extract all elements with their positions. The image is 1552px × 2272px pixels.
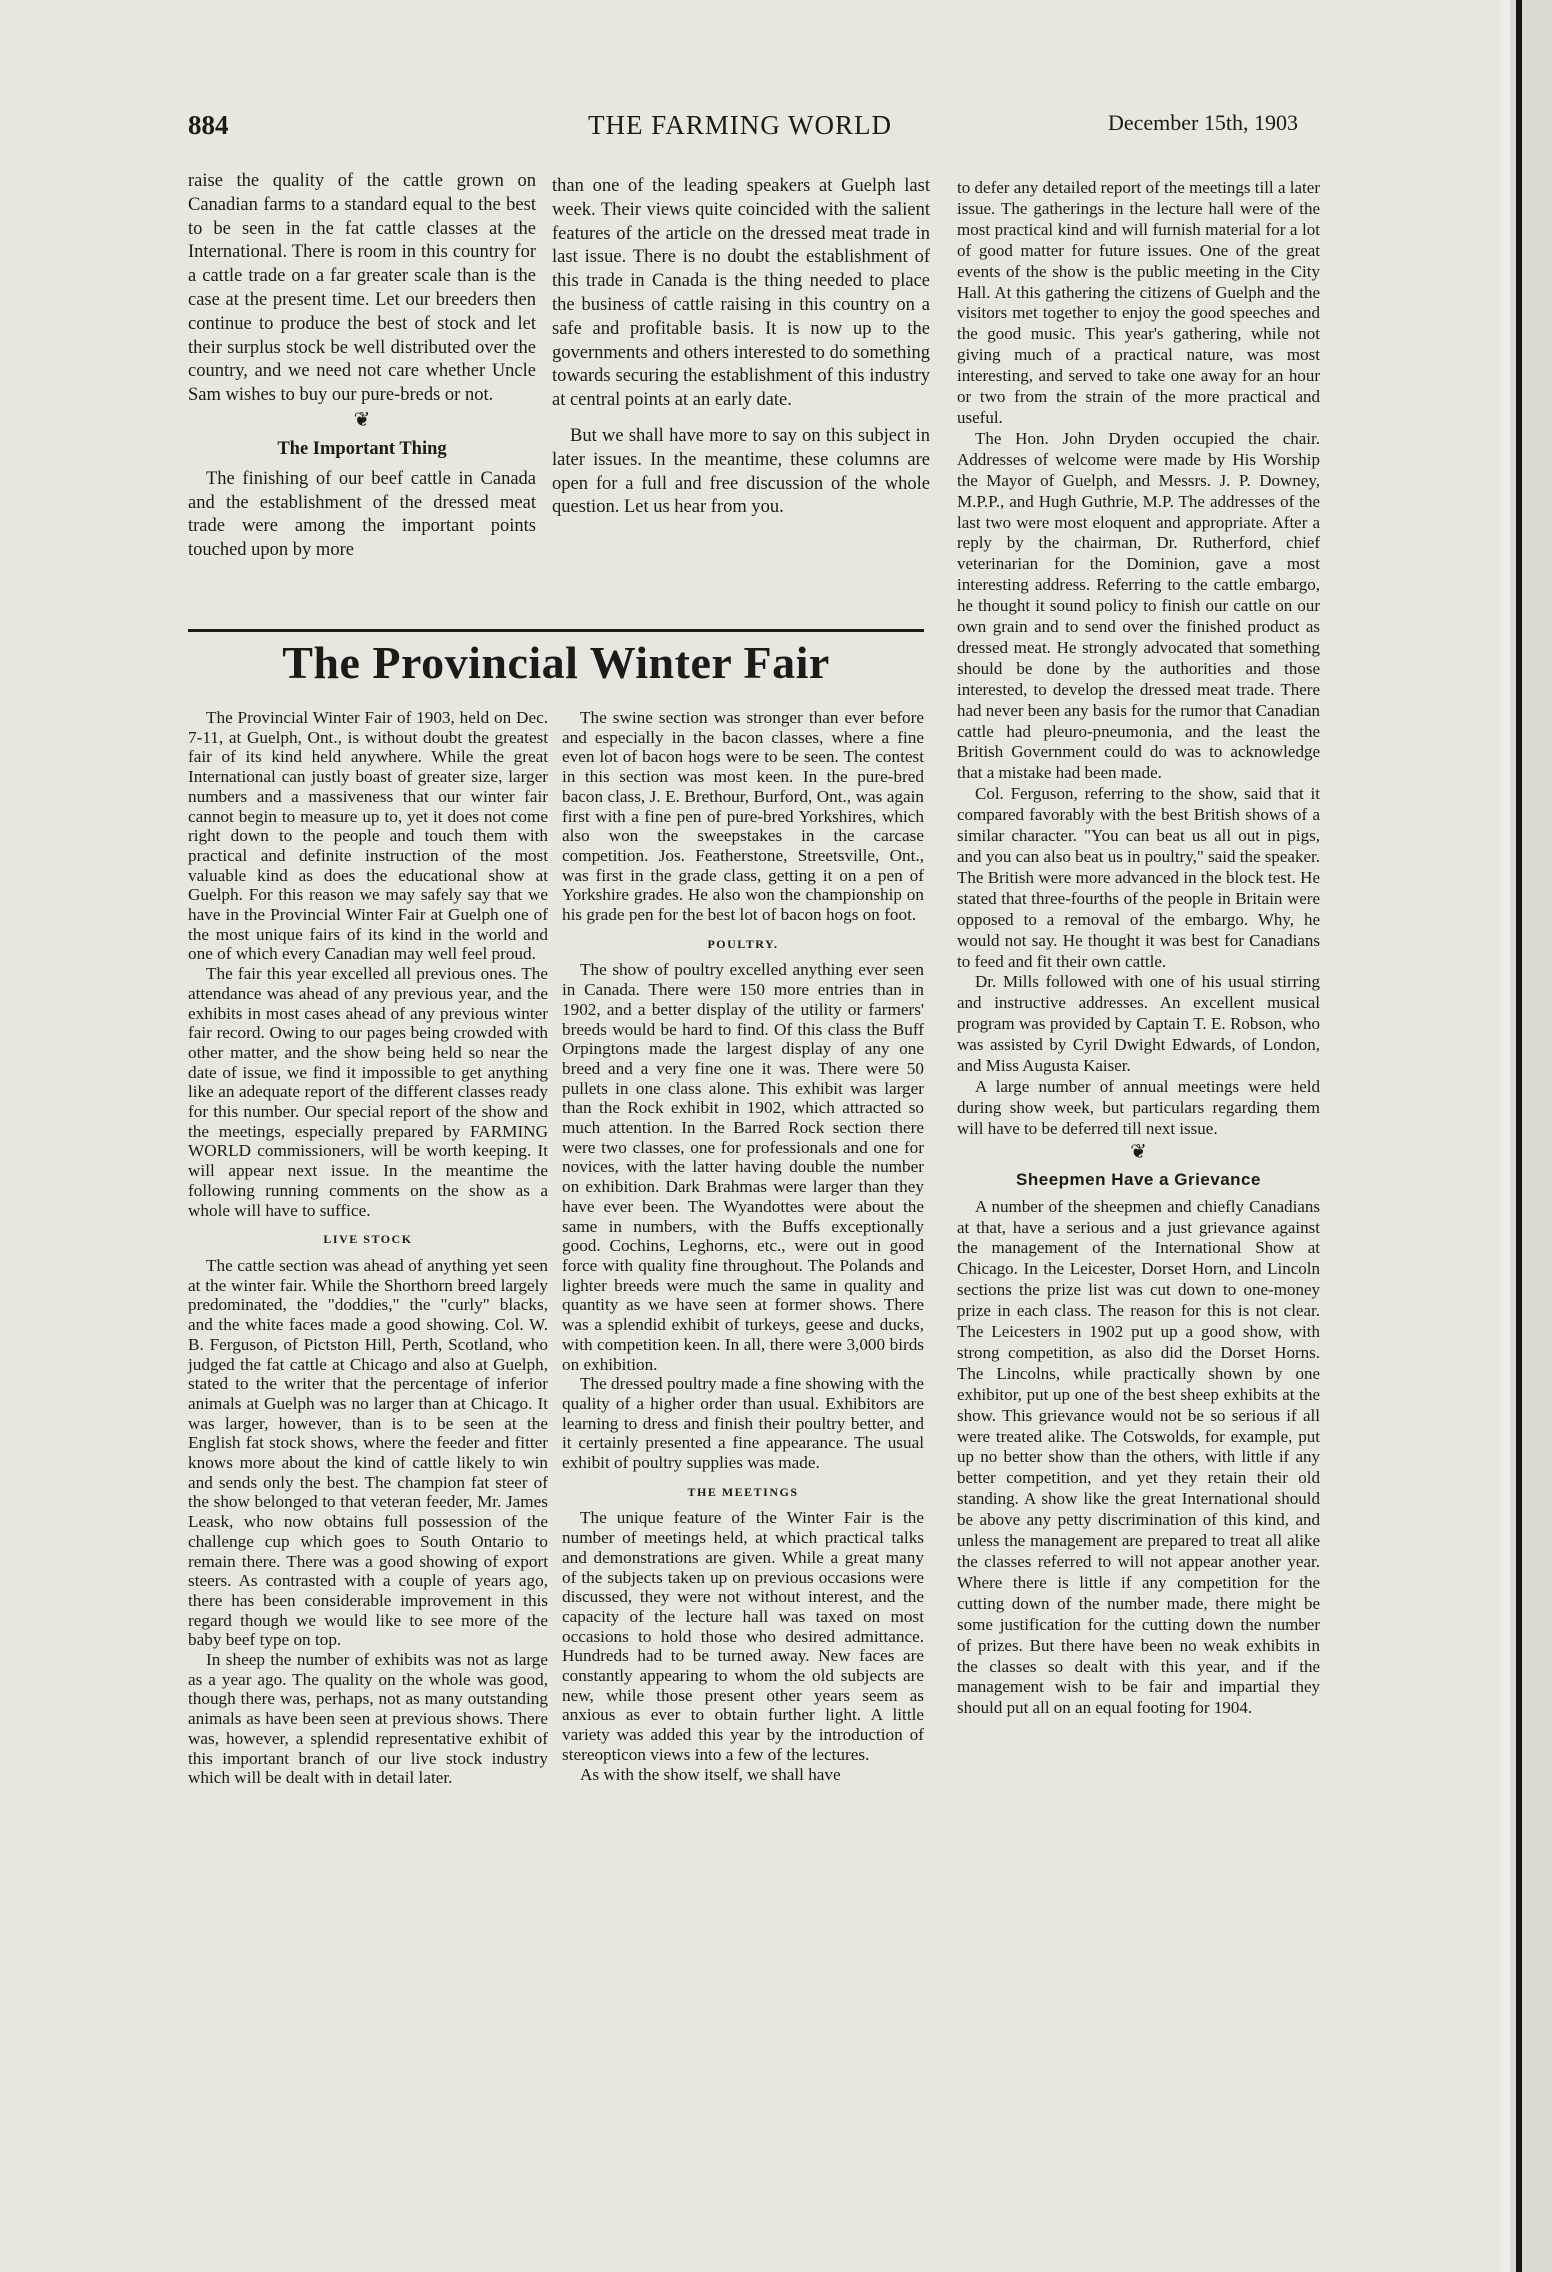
paragraph: The fair this year excelled all previous ones. The attendance was ahead of any previous year, and the exhibits in most cases ahead of any previous winter fair record. Owing to our pages being crowded with other matter, and the show being held so near the date of issue, we find it impossible to get anything like an adequate report of the different classes ready for this number. Our special report of the show and the meetings, especially prepared by FARMING WORLD commissioners, will be worth keeping. It will appear next issue. In the meantime the following running comments on the show as a whole will have to suffice. [188, 964, 548, 1220]
section-heading-important-thing: The Important Thing [277, 438, 447, 459]
paragraph: Dr. Mills followed with one of his usual stirring and instructive addresses. An excellent musical program was provided by Captain T. E. Robson, who was assisted by Cyril Dwight Edwards, of London, and Miss Augusta Kaiser. [957, 972, 1320, 1076]
paragraph: But we shall have more to say on this subject in later issues. In the meantime, these columns are open for a full and free discussion of the whole question. Let us hear from you. [552, 425, 930, 518]
page-number: 884 [188, 110, 229, 140]
article-column-1 [188, 708, 548, 1788]
right-column [957, 178, 1320, 1719]
publication-title: THE FARMING WORLD [588, 110, 892, 140]
paragraph: The Hon. John Dryden occupied the chair. Addresses of welcome were made by His Worship the Mayor of Guelph, and Messrs. J. P. Downey, M.P.P., and Hugh Guthrie, M.P. The addresses of the last two were most eloquent and appropriate. After a reply by the chairman, Dr. Rutherford, chief veterinarian for the Dominion, gave a most interesting address. Referring to the cattle embargo, he thought it sound policy to finish our cattle on our own grain and to send over the finished product as dressed meat. He strongly advocated that something should be done by the authorities and those interested, to develop the dressed meat trade. There had never been any basis for the rumor that Canadian cattle had pleuro-pneumonia, and the least the British Government could do was to acknowledge that a mistake had been made. [957, 428, 1321, 783]
paragraph: The swine section was stronger than ever before and especially in the bacon classes, where a fine even lot of bacon hogs were to be seen. The contest in this section was most keen. In the pure-bred bacon class, J. E. Brethour, Burford, Ont., was again first with a fine pen of pure-bred Yorkshires, which also won the sweepstakes in the carcase competition. Jos. Featherstone, Streetsville, Ont., was first in the grade class, getting it on a pen of Yorkshire grades. He also won the championship on his grade pen for the best lot of bacon hogs on foot. [562, 708, 924, 925]
article-column-2 [562, 708, 924, 1784]
paragraph: A large number of annual meetings were held during show week, but particulars regarding them will have to be deferred till next issue. [957, 1076, 1320, 1138]
paragraph: The show of poultry excelled anything ever seen in Canada. There were 150 more entries than in 1902, and a better display of the utility or farmers' breeds would be hard to find. Of this class the Buff Orpingtons made the largest display of any one breed and a very fine one it was. There were 50 pullets in one class alone. This exhibit was larger than the Rock exhibit in 1902, which attracted so much attention. In the Barred Rock section there were two classes, one for professionals and one for novices, with the latter having double the number on exhibition. Dark Brahmas were larger than they have ever been. The Wyandottes were about the same in numbers, with the Buffs exceptionally good. Cochins, Leghorns, etc., were out in good force with quality fine throughout. The Polands and lighter breeds were much the same in quality and quantity as we have seen at former shows. There was a splendid exhibit of turkeys, geese and ducks, with competition keen. In all, there were 3,000 birds on exhibition. [562, 960, 924, 1374]
leaf-ornament-icon: ❦ [1130, 1140, 1147, 1163]
paragraph: A number of the sheepmen and chiefly Canadians at that, have a serious and a just grievance against the management of the International Show at Chicago. In the Leicester, Dorset Horn, and Lincoln sections the prize list was cut down to one-money prize in each class. The reason for this is not clear. The Leicesters in 1902 put up a good show, with strong competition, as also did the Dorset Horns. The Lincolns, while practically shown by one exhibitor, put up one of the best sheep exhibits at the show. This grievance would not be so serious if all were treated alike. The Cotswolds, for example, put up no better show than the others, with little if any better competition, and yet they retain their old standing. A show like the great International should be above any petty discrimination of this kind, and unless the management are prepared to treat all alike the classes referred to will not appear another year. Where there is little if any competition for the cutting down of the number made, there might be some justification for the cutting down the number of prizes. But there have been no weak exhibits in the classes so dealt with this year, and if the management wish to be fair and impartial they should put all on an equal footing for 1904. [957, 1196, 1320, 1718]
paragraph: The finishing of our beef cattle in Canada and the establishment of the dressed meat trade were among the important points touched upon by more [188, 468, 536, 561]
horizontal-rule [188, 629, 924, 632]
paragraph: The Provincial Winter Fair of 1903, held on Dec. 7-11, at Guelph, Ont., is without doubt the greatest fair of its kind held anywhere. While the great International can justly boast of greater size, larger numbers and a massiveness that our winter fair cannot begin to measure up to, yet it does not come right down to the people and touch them with practical and definite instruction of the most valuable kind as does the educational show at Guelph. For this reason we may safely say that we have in the Provincial Winter Fair at Guelph one of the most unique fairs of its kind in the world and one of which every Canadian may well feel proud. [188, 708, 548, 964]
paragraph: The unique feature of the Winter Fair is the number of meetings held, at which practical talks and demonstrations are given. While a great many of the subjects taken up on previous occasions were discussed, they were not without interest, and the capacity of the lecture hall was taxed on most occasions to hold those who desired admittance. Hundreds had to be turned away. New faces are constantly appearing to whom the old subjects are new, while those present other years seem as anxious as ever to obtain further light. A little variety was added this year by the introduction of stereopticon views into a few of the lectures. [562, 1508, 924, 1764]
paragraph: The dressed poultry made a fine showing with the quality of a higher order than usual. Exhibitors are learning to dress and finish their poultry better, and it certainly presented a fine appearance. The usual exhibit of poultry supplies was made. [562, 1374, 924, 1473]
leaf-ornament-icon: ❦ [353, 408, 371, 431]
paragraph: raise the quality of the cattle grown on Canadian farms to a standard equal to the best to be seen in the fat cattle classes at the International. There is room in this country for a cattle trade on a far greater scale than is the case at the present time. Let our breeders then continue to produce the best of stock and let their surplus stock be well distributed over the country, and we need not care whether Uncle Sam wishes to buy our pure-breds or not. [188, 171, 536, 406]
article-title: The Provincial Winter Fair [282, 637, 830, 688]
paragraph: than one of the leading speakers at Guelph last week. Their views quite coincided with the salient features of the article on the dressed meat trade in last issue. There is no doubt the establishment of this trade in Canada is the thing needed to place the business of cattle raising in this country on a safe and profitable basis. It is now up to the governments and others interested to do something towards securing the establishment of this industry at central points at an early date. [552, 176, 930, 411]
paragraph: The cattle section was ahead of anything yet seen at the winter fair. While the Shorthorn breed largely predominated, the "doddies," the "curly" blacks, and the white faces made a good showing. Col. W. B. Ferguson, of Pictston Hill, Perth, Scotland, who judged the fat cattle at Chicago and also at Guelph, stated to the writer that the percentage of inferior animals at Guelph was no larger than at Chicago. It was larger, however, than is to be seen at the English fat stock shows, where the feeder and fitter knows more about the kind of cattle likely to win and sends only the best. The champion fat steer of the show belonged to that veteran feeder, Mr. James Leask, who now obtains full possession of the challenge cup which goes to South Ontario to remain there. There was a good showing of export steers. As contrasted with a couple of years ago, there has been considerable improvement in this regard though we would like to see more of the baby beef type on top. [188, 1255, 548, 1650]
paragraph: Col. Ferguson, referring to the show, said that it compared favorably with the best British shows of a similar character. "You can beat us all out in pigs, and you can also beat us in poultry," said the speaker. The British were more advanced in the block test. He stated that three-fourths of the people in Britain were opposed to a removal of the embargo. Why, he would not say. He thought it was best for Canadians to feed and fit their own cattle. [957, 784, 1320, 971]
paragraph: to defer any detailed report of the meetings till a later issue. The gatherings in the lecture hall were of the most practical kind and will furnish material for a lot of good matter for future issues. One of the great events of the show is the public meeting in the City Hall. At this gathering the citizens of Guelph and the visitors met together to enjoy the good speeches and the good music. This year's gathering, while not giving much of a practical nature, was most interesting, and served to take one away for an hour or two from the strain of the more practical and useful. [957, 178, 1320, 427]
issue-date: December 15th, 1903 [1108, 110, 1298, 135]
top-column-2 [552, 175, 930, 520]
paragraph: In sheep the number of exhibits was not as large as a year ago. The quality on the whole was good, though there was, perhaps, not as many outstanding animals as have been seen at previous shows. There was, however, a splendid representative exhibit of this important branch of our live stock industry which will be dealt with in detail later. [188, 1650, 548, 1788]
section-heading-live-stock: LIVE STOCK [323, 1232, 413, 1247]
top-column-1 [188, 170, 536, 563]
binding-line [1516, 0, 1522, 2272]
paragraph: As with the show itself, we shall have [580, 1764, 841, 1784]
section-heading-sheepmen: Sheepmen Have a Grievance [1016, 1169, 1261, 1189]
section-heading-meetings: THE MEETINGS [687, 1484, 799, 1499]
section-heading-poultry: POULTRY. [707, 936, 779, 951]
